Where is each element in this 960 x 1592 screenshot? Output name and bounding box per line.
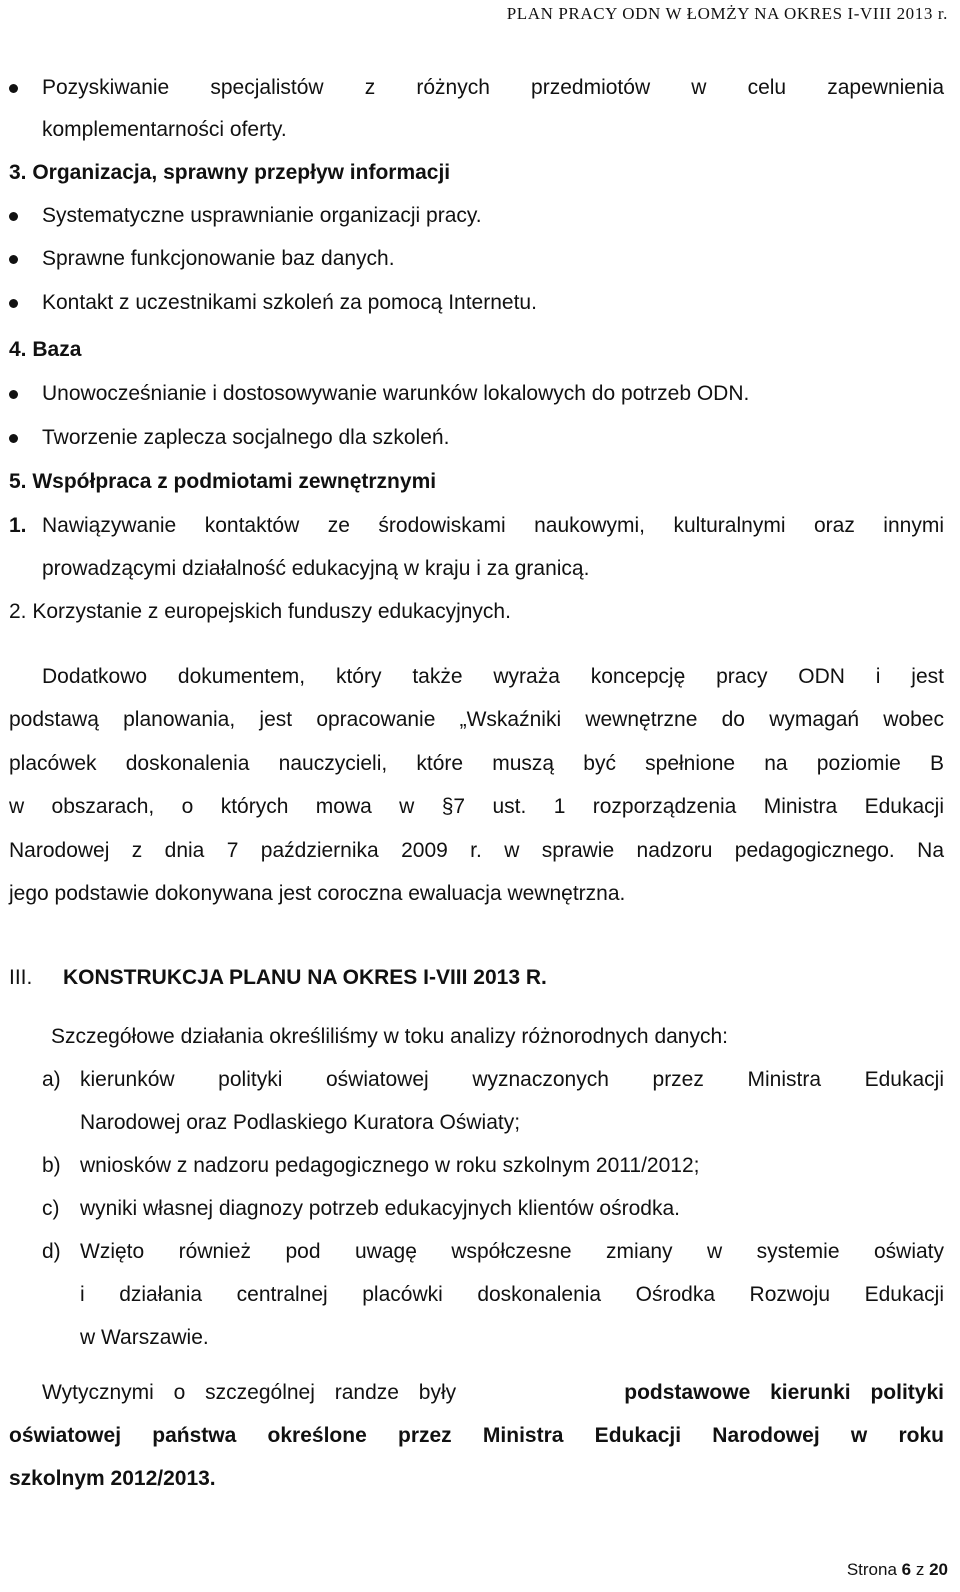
paragraph-line: jego podstawie dokonywana jest coroczna ewaluacja wewnętrzna. — [9, 882, 626, 905]
closing-line: szkolnym 2012/2013. — [9, 1467, 216, 1490]
closing-line — [42, 1378, 944, 1408]
total-pages: 20 — [929, 1560, 948, 1579]
list-item-continued: i działania centralnej placówki doskonalenia Ośrodka Rozwoju Edukacji — [80, 1283, 944, 1306]
bullet-item: Unowocześnianie i dostosowywanie warunków lokalowych do potrzeb ODN. — [42, 382, 750, 405]
bullet-icon — [9, 390, 18, 399]
bullet-icon — [9, 299, 18, 308]
paragraph-line: placówek doskonalenia nauczycieli, które muszą być spełnione na poziomie B — [9, 752, 944, 775]
bullet-item: Tworzenie zaplecza socjalnego dla szkoleń. — [42, 426, 450, 449]
bullet-icon — [9, 212, 18, 221]
list-item: wyniki własnej diagnozy potrzeb edukacyjnych klientów ośrodka. — [80, 1197, 680, 1220]
list-label: b) — [42, 1154, 61, 1177]
chapter-title: KONSTRUKCJA PLANU NA OKRES I-VIII 2013 R. — [63, 966, 547, 989]
of-word: z — [915, 1560, 925, 1579]
closing-plain-text: Wytycznymi o szczególnej randze były — [42, 1381, 457, 1404]
list-label: c) — [42, 1197, 60, 1220]
paragraph-line: w obszarach, o których mowa w §7 ust. 1 rozporządzenia Ministra Edukacji — [9, 795, 944, 818]
bullet-item: Pozyskiwanie specjalistów z różnych przedmiotów w celu zapewnienia — [42, 76, 944, 99]
list-number: 1. — [9, 514, 27, 537]
paragraph-line: Dodatkowo dokumentem, który także wyraża koncepcję pracy ODN i jest — [42, 665, 944, 688]
list-item-continued: Narodowej oraz Podlaskiego Kuratora Oświaty; — [80, 1111, 521, 1134]
list-item: Wzięto również pod uwagę współczesne zmiany w systemie oświaty — [80, 1240, 944, 1263]
chapter-number: III. — [9, 966, 33, 989]
paragraph-line: Narodowej z dnia 7 października 2009 r. w sprawie nadzoru pedagogicznego. Na — [9, 839, 944, 862]
list-label: a) — [42, 1068, 61, 1091]
section-heading: 5. Współpraca z podmiotami zewnętrznymi — [9, 470, 437, 493]
page-number — [847, 1560, 948, 1580]
list-item: Nawiązywanie kontaktów ze środowiskami naukowymi, kulturalnymi oraz innymi — [42, 514, 944, 537]
bullet-item-continued: komplementarności oferty. — [42, 118, 287, 141]
list-item-continued: w Warszawie. — [80, 1326, 209, 1349]
list-item: 2. Korzystanie z europejskich funduszy edukacyjnych. — [9, 600, 511, 623]
bullet-icon — [9, 434, 18, 443]
paragraph-line: podstawą planowania, jest opracowanie „Wskaźniki wewnętrzne do wymagań wobec — [9, 708, 944, 731]
running-header: PLAN PRACY ODN W ŁOMŻY NA OKRES I-VIII 2013 r. — [506, 4, 948, 23]
list-label: d) — [42, 1240, 61, 1263]
closing-line: oświatowej państwa określone przez Ministra Edukacji Narodowej w roku — [9, 1424, 944, 1447]
intro-line: Szczegółowe działania określiliśmy w toku analizy różnorodnych danych: — [51, 1025, 728, 1048]
list-item: kierunków polityki oświatowej wyznaczonych przez Ministra Edukacji — [80, 1068, 944, 1091]
list-item-continued: prowadzącymi działalność edukacyjną w kraju i za granicą. — [42, 557, 590, 580]
page-word: Strona — [846, 1560, 897, 1579]
closing-bold-text: podstawowe kierunki polityki — [624, 1381, 944, 1404]
bullet-icon — [9, 255, 18, 264]
bullet-item: Sprawne funkcjonowanie baz danych. — [42, 247, 395, 270]
section-heading: 4. Baza — [9, 338, 82, 361]
bullet-item: Systematyczne usprawnianie organizacji pracy. — [42, 204, 482, 227]
section-heading: 3. Organizacja, sprawny przepływ informacji — [9, 161, 451, 184]
bullet-item: Kontakt z uczestnikami szkoleń za pomocą Internetu. — [42, 291, 537, 314]
current-page: 6 — [901, 1560, 912, 1579]
list-item: wniosków z nadzoru pedagogicznego w roku szkolnym 2011/2012; — [80, 1154, 700, 1177]
bullet-icon — [9, 84, 18, 93]
